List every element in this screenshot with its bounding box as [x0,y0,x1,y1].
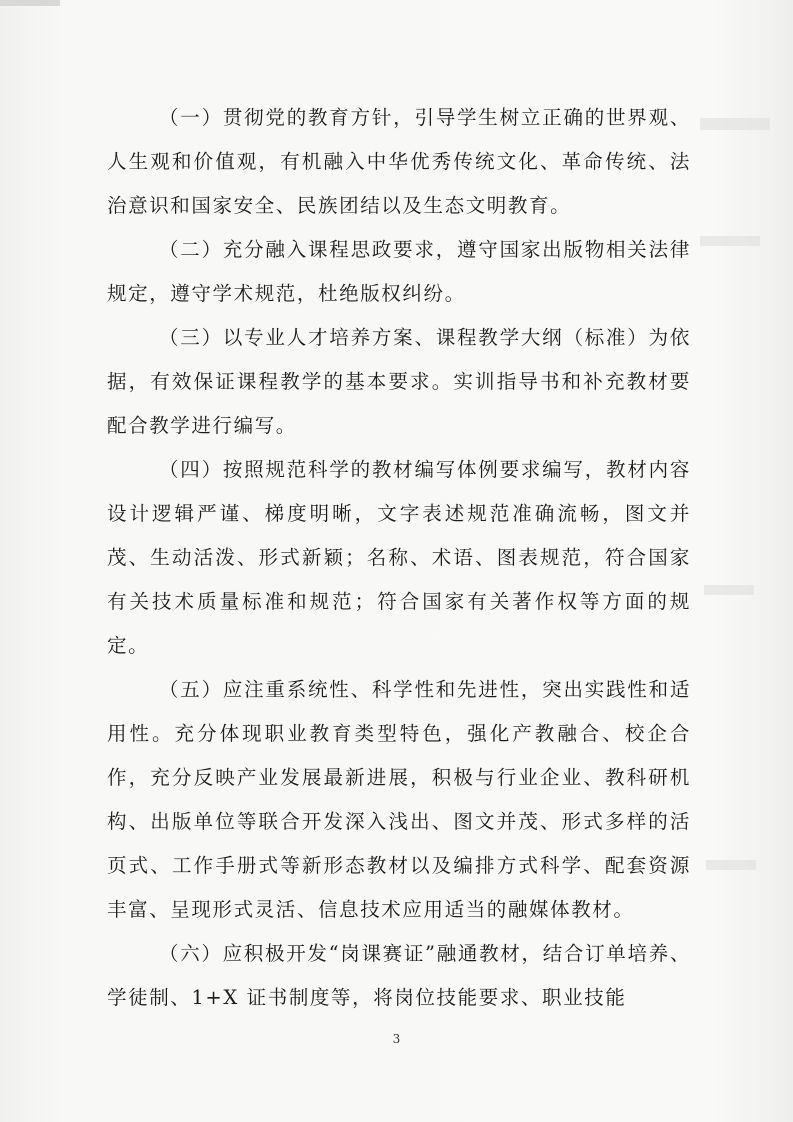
document-body [107,96,691,1020]
show-through-mark [706,860,756,870]
paragraph-5: （五）应注重系统性、科学性和先进性，突出实践性和适用性。充分体现职业教育类型特色，强化产教融合、校企合作，充分反映产业发展最新进展，积极与行业企业、教科研机构、出版单位等联合开发深入浅出、图文并茂、形式多样的活页式、工作手册式等新形态教材以及编排方式科学、配套资源丰富、呈现形式灵活、信息技术应用适当的融媒体教材。 [107,678,691,921]
page-number: 3 [392,1032,401,1046]
paragraph-4: （四）按照规范科学的教材编写体例要求编写，教材内容设计逻辑严谨、梯度明晰，文字表述规范准确流畅，图文并茂、生动活泼、形式新颖；名称、术语、图表规范，符合国家有关技术质量标准和规范；符合国家有关著作权等方面的规定。 [107,458,691,657]
paragraph-6: （六）应积极开发“岗课赛证”融通教材，结合订单培养、学徒制、1+X 证书制度等，将岗位技能要求、职业技能 [107,942,691,1009]
show-through-mark [700,236,760,246]
scan-edge-mark [0,0,60,6]
paragraph-2: （二）充分融入课程思政要求，遵守国家出版物相关法律规定，遵守学术规范，杜绝版权纠纷。 [107,238,691,305]
show-through-mark [700,118,770,130]
show-through-mark [704,585,754,595]
paragraph-1: （一）贯彻党的教育方针，引导学生树立正确的世界观、人生观和价值观，有机融入中华优秀传统文化、革命传统、法治意识和国家安全、民族团结以及生态文明教育。 [107,106,691,217]
paragraph-3: （三）以专业人才培养方案、课程教学大纲（标准）为依据，有效保证课程教学的基本要求。实训指导书和补充教材要配合教学进行编写。 [107,326,691,437]
